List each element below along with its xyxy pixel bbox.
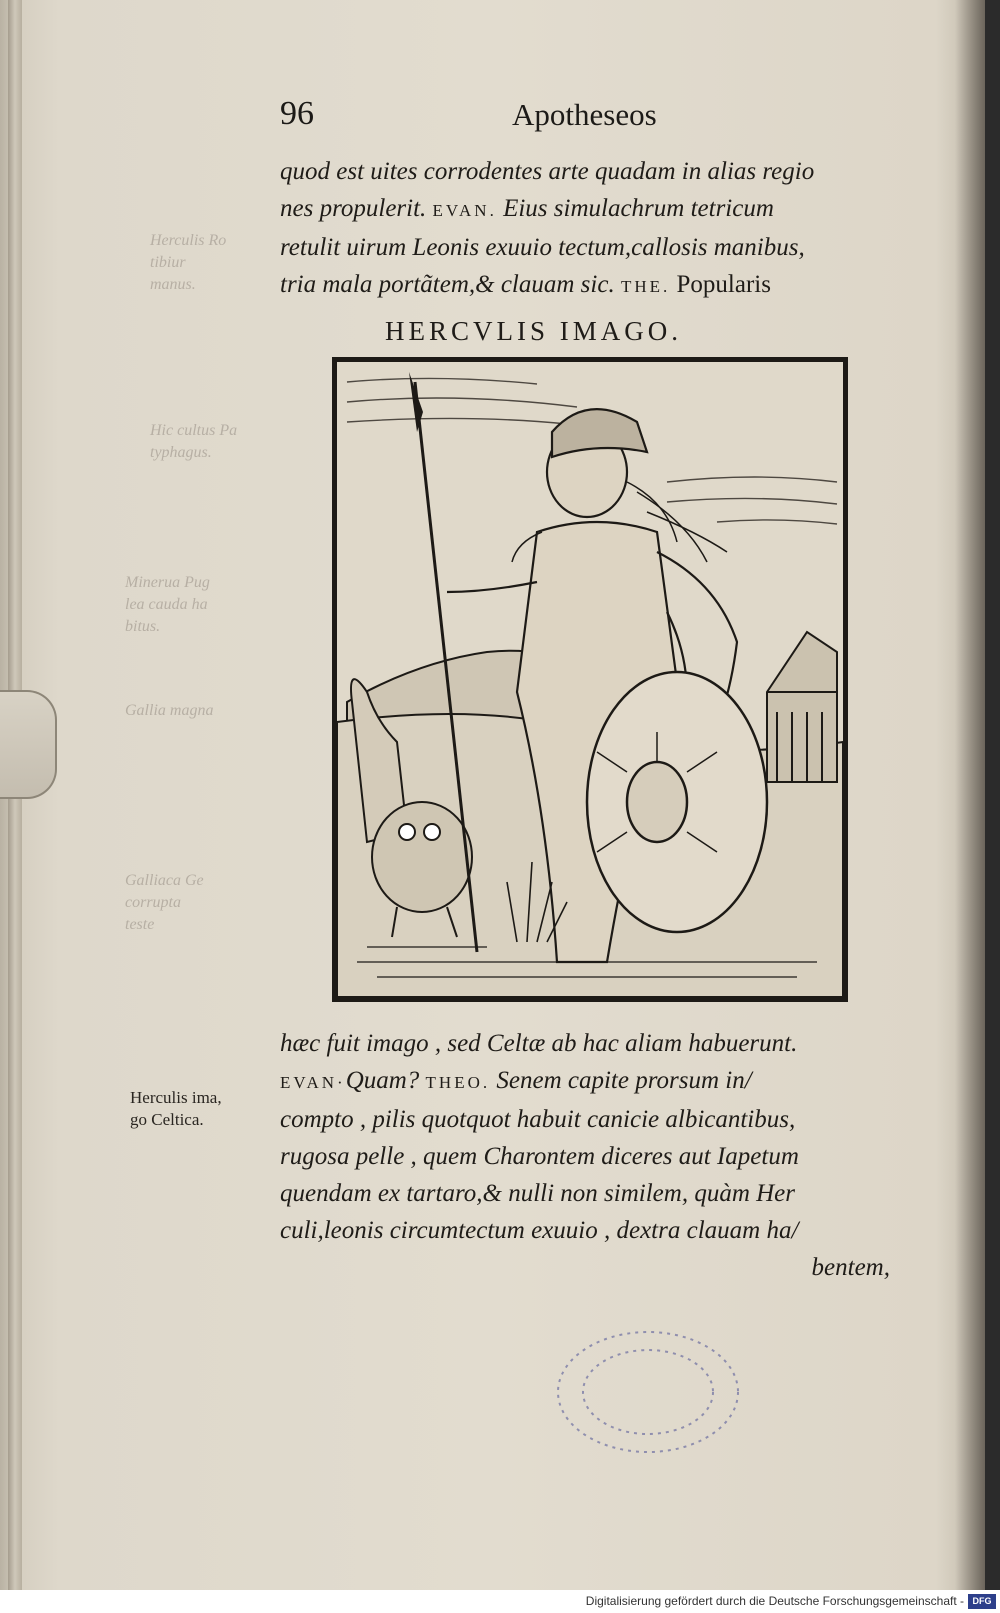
speaker-label: THE. [620, 277, 671, 296]
bleed-through-text: Galliaca Ge corrupta teste [125, 872, 204, 933]
running-head: Apotheseos [512, 97, 657, 132]
text-line: hæc fuit imago , sed Celtæ ab hac aliam habuerunt. [280, 1030, 798, 1057]
gutter-shadow [955, 0, 985, 1590]
woodcut-illustration [332, 357, 848, 1002]
bleed-through-text: Hic cultus Pa typhagus. [150, 422, 238, 461]
text-line: bentem, [811, 1254, 890, 1281]
text-line: EVAN·Quam? THEO. Senem capite prorsum in/ [280, 1067, 752, 1094]
marginal-note: Herculis ima, go Celtica. [130, 1088, 222, 1129]
text-line: tria mala portãtem,& clauam sic. THE. Popularis [280, 271, 771, 298]
speaker-label: EVAN. [432, 201, 497, 220]
page-header [280, 95, 890, 140]
text-line: rugosa pelle , quem Charontem diceres aut Iapetum [280, 1143, 799, 1170]
bleed-through-text: Herculis Ro tibiur manus. [150, 232, 227, 293]
text-line: culi,leonis circumtectum exuuio , dextra clauam ha/ [280, 1217, 799, 1244]
text-line: compto , pilis quotquot habuit canicie albicantibus, [280, 1106, 796, 1133]
text-line: nes propulerit. EVAN. Eius simulachrum tetricum [280, 195, 774, 222]
speaker-label: THEO. [425, 1073, 491, 1092]
bleed-through-text: Gallia magna [125, 702, 214, 719]
page-number: 96 [280, 95, 314, 132]
woodcut-caption: HERCVLIS IMAGO. [385, 316, 683, 346]
library-stamp [548, 1322, 748, 1462]
speaker-label: EVAN· [280, 1073, 346, 1092]
top-paragraph [280, 153, 900, 305]
woodcut-figure-image [337, 362, 843, 997]
dfg-logo: DFG [968, 1594, 996, 1609]
footer-credit: Digitalisierung gefördert durch die Deutsche Forschungsgemeinschaft - [585, 1594, 964, 1608]
text-line: quendam ex tartaro,& nulli non similem, quàm Her [280, 1180, 796, 1207]
text-line: quod est uites corrodentes arte quadam in alias regio [280, 158, 815, 185]
text-line: retulit uirum Leonis exuuio tectum,callosis manibus, [280, 234, 805, 261]
bleed-through-text: Minerua Pug lea cauda ha bitus. [125, 574, 210, 635]
bottom-paragraph [280, 1025, 900, 1286]
footer-bar [0, 1590, 1000, 1613]
book-clasp [0, 690, 57, 799]
